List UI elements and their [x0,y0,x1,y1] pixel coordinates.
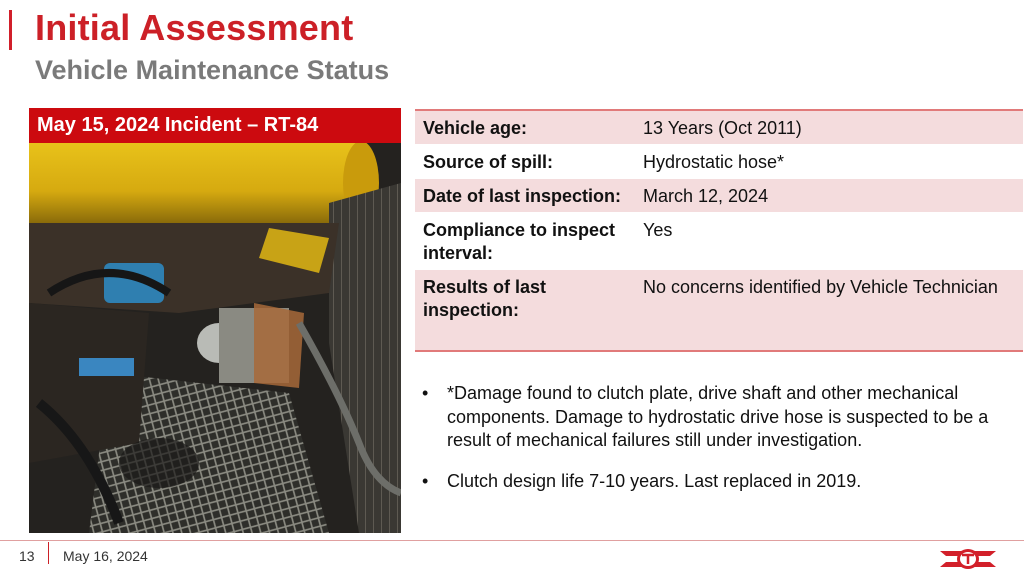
row-value: 13 Years (Oct 2011) [635,110,1023,145]
row-label: Date of last inspection: [415,179,635,213]
page-subtitle: Vehicle Maintenance Status [35,55,390,85]
row-label: Results of last inspection: [415,270,635,352]
row-label: Compliance to inspect interval: [415,213,635,270]
title-accent-bar [9,10,12,50]
list-item [422,470,1014,494]
table-row [415,213,1023,270]
row-value: No concerns identified by Vehicle Technician [635,270,1023,352]
row-value: Yes [635,213,1023,270]
incident-photo-panel [29,108,401,533]
footer-separator [48,542,49,564]
table-row [415,145,1023,179]
row-label: Source of spill: [415,145,635,179]
footer-date: May 16, 2024 [63,548,148,564]
note-text: Clutch design life 7-10 years. Last replaced in 2019. [447,470,862,491]
bullet-icon: • [422,470,429,491]
table-row [415,270,1023,352]
table-row [415,110,1023,145]
footer-divider [0,540,1024,541]
ttc-logo-icon [940,548,996,570]
note-text: *Damage found to clutch plate, drive shaft and other mechanical components. Damage to hydrostatic drive hose is suspected to be a result of mechanical failures still under investigation. [447,383,989,450]
row-label: Vehicle age: [415,110,635,145]
incident-photo [29,143,401,533]
list-item [422,382,1014,453]
page-title: Initial Assessment [35,7,354,48]
row-value: Hydrostatic hose* [635,145,1023,179]
notes-list [422,382,1014,510]
photo-caption: May 15, 2024 Incident – RT-84 [29,108,401,143]
table-row [415,179,1023,213]
bullet-icon: • [422,383,429,403]
row-value: March 12, 2024 [635,179,1023,213]
page-number: 13 [19,548,35,564]
vehicle-info-table [415,109,1023,352]
